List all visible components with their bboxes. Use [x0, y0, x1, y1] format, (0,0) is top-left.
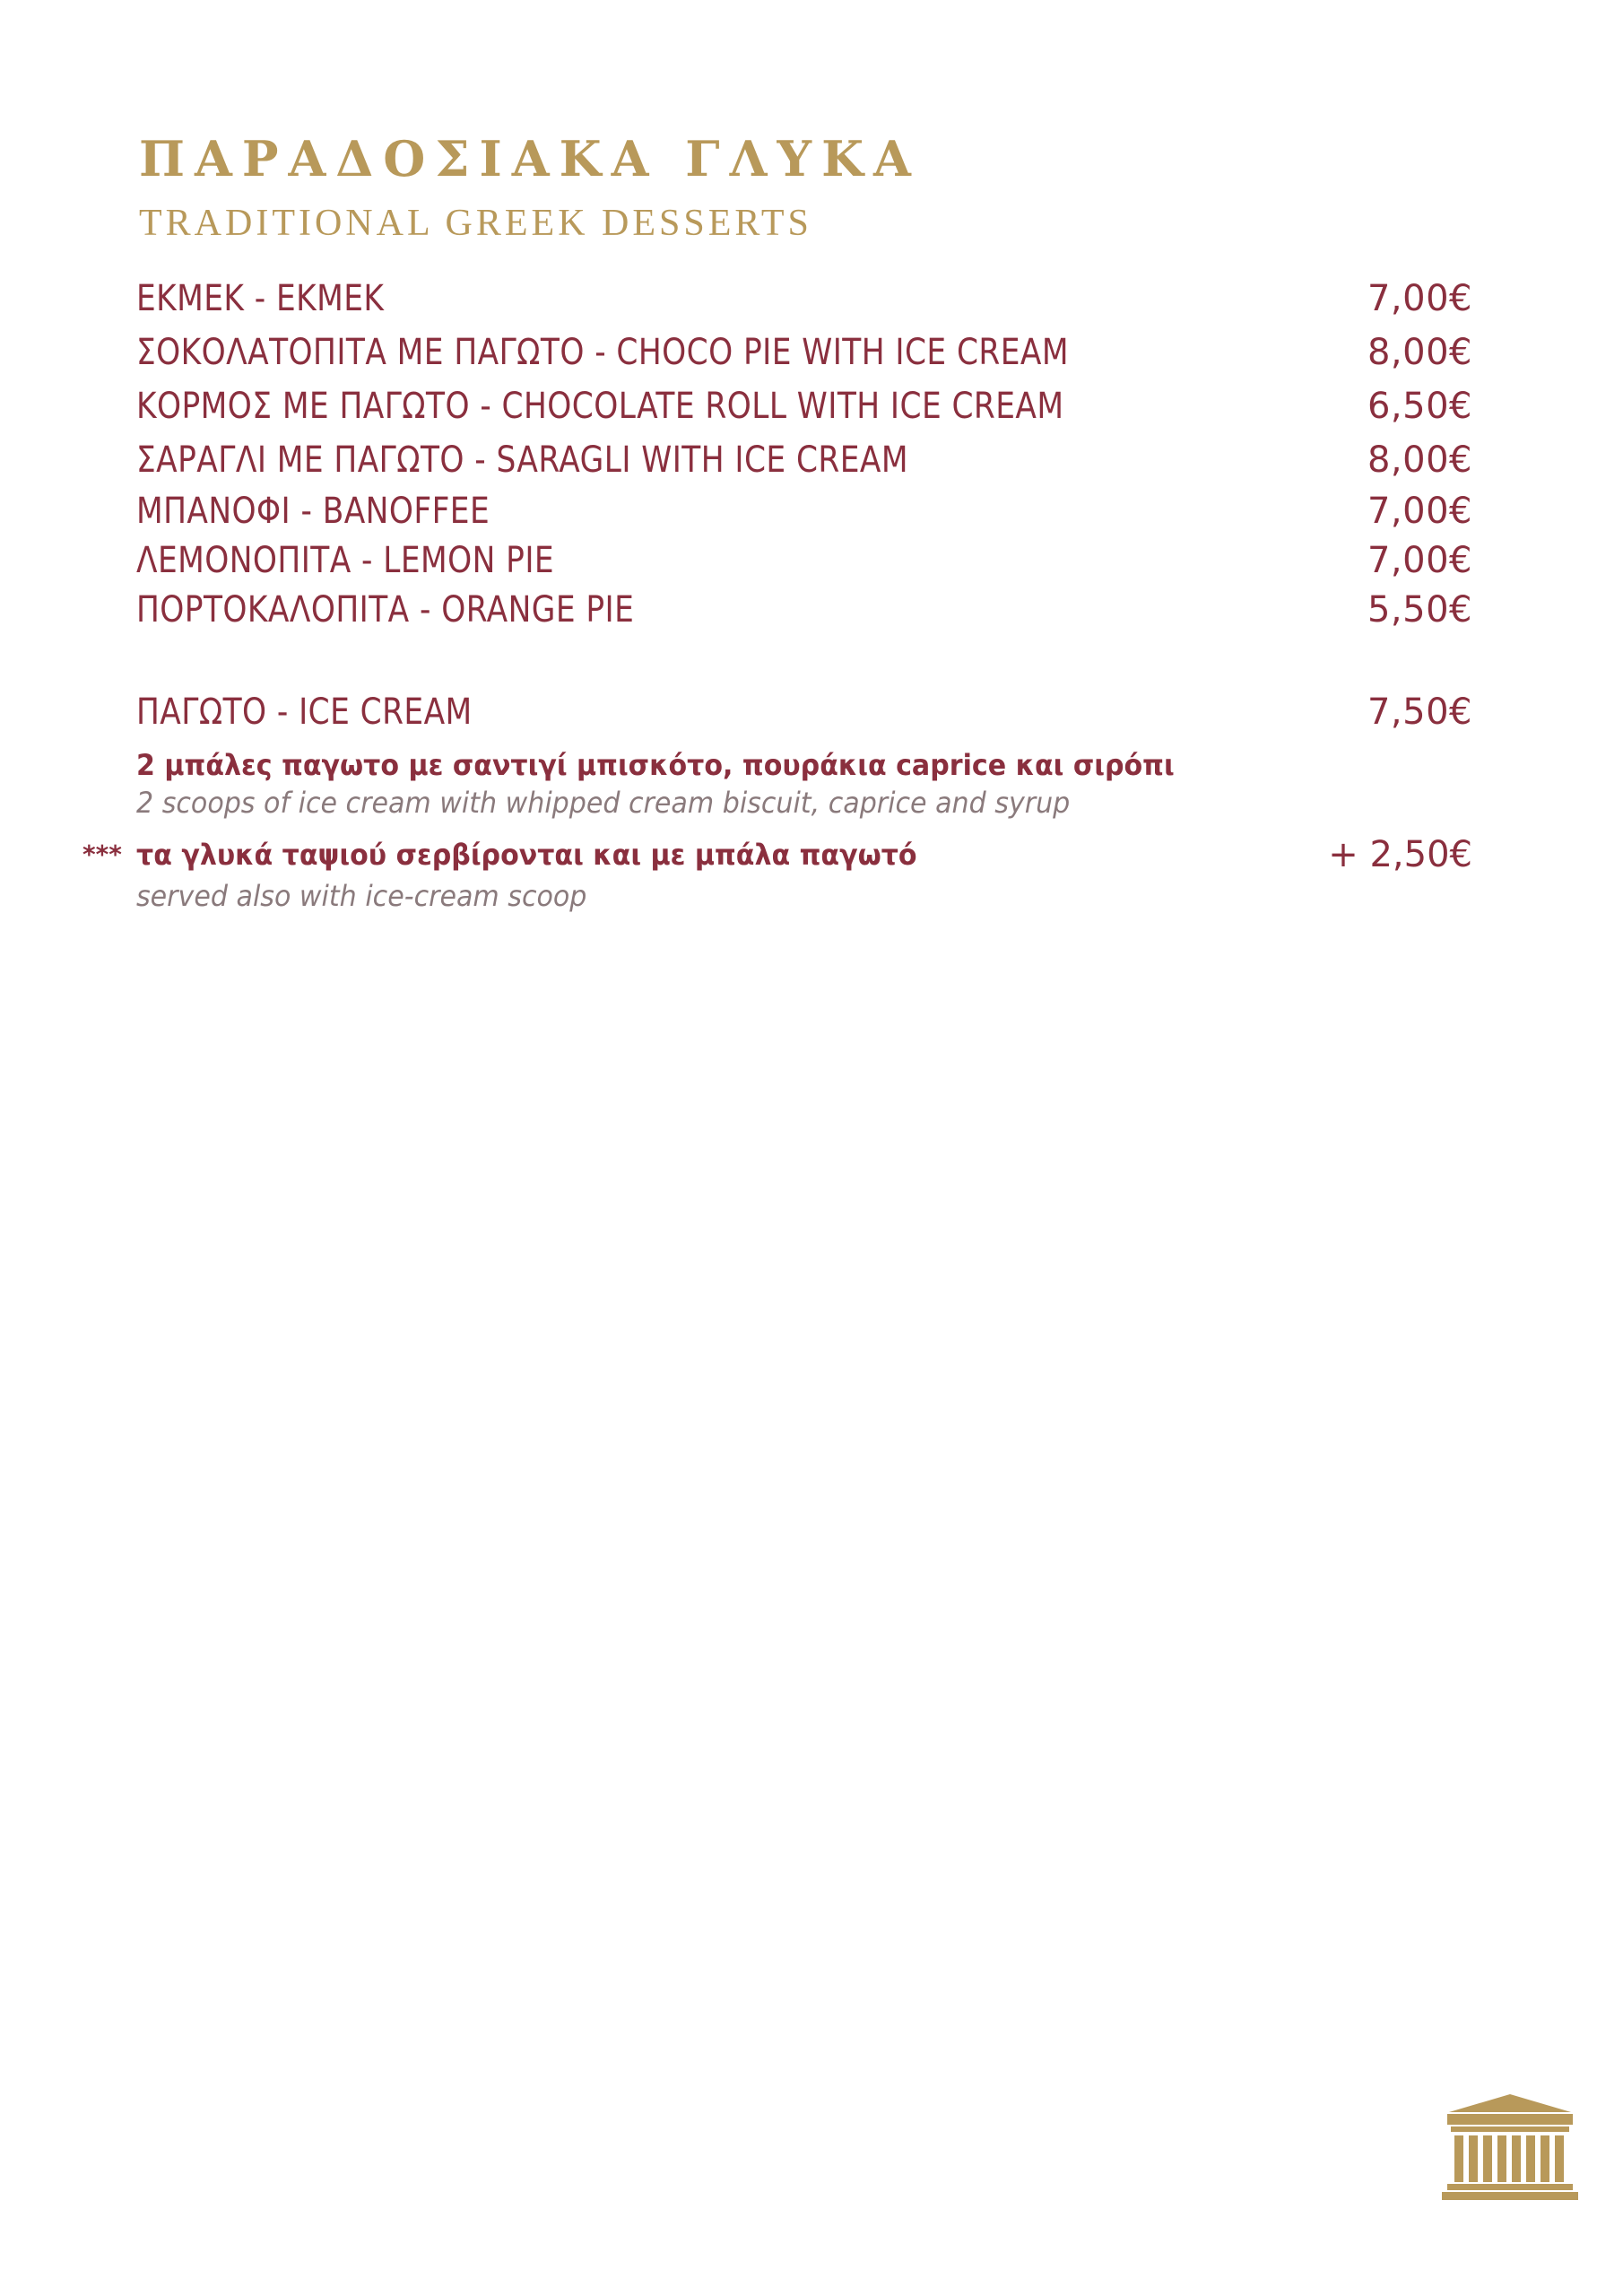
temple-icon — [1442, 2094, 1578, 2200]
menu-item-name: ΣΟΚΟΛΑΤΟΠΙΤΑ ΜΕ ΠΑΓΩΤΟ - CHOCO PIE WITH ICE CREAM — [136, 332, 1069, 373]
menu-item-name: ΜΠΑΝΟΦΙ - BANOFFEE — [136, 491, 490, 532]
ice-cream-description-english: 2 scoops of ice cream with whipped cream biscuit, caprice and syrup — [136, 786, 1071, 820]
menu-item-ice-cream — [136, 683, 1472, 741]
note-line — [82, 834, 1472, 875]
menu-item-name: ΛΕΜΟΝΟΠΙΤΑ - LEMON PIE — [136, 540, 555, 581]
menu-item-price: 7,50€ — [1367, 691, 1472, 733]
menu-item — [136, 487, 1472, 536]
note-price: + 2,50€ — [1328, 834, 1472, 875]
note-text-greek: τα γλυκά ταψιού σερβίρονται και με μπάλα παγωτό — [136, 838, 917, 872]
menu-item-name: ΚΟΡΜΟΣ ΜΕ ΠΑΓΩΤΟ - CHOCOLATE ROLL WITH ICE CREAM — [136, 386, 1064, 427]
menu-item-price: 6,50€ — [1367, 386, 1472, 427]
menu-item-price: 5,50€ — [1367, 589, 1472, 631]
menu-item-name: ΣΑΡΑΓΛΙ ΜΕ ΠΑΓΩΤΟ - SARAGLI WITH ICE CREAM — [136, 439, 908, 481]
page-title-english: TRADITIONAL GREEK DESSERTS — [139, 203, 812, 244]
menu-item — [136, 536, 1472, 586]
menu-item — [136, 379, 1472, 433]
note-text-english: served also with ice-cream scoop — [136, 879, 587, 913]
menu-item — [136, 586, 1472, 635]
menu-item-price: 7,00€ — [1367, 491, 1472, 532]
menu-item-name: ΠΟΡΤΟΚΑΛΟΠΙΤΑ - ORANGE PIE — [136, 589, 635, 631]
menu-item — [136, 326, 1472, 379]
ice-cream-addon-note — [82, 834, 1472, 913]
menu-item-name: ΕΚΜΕΚ - ΕΚΜΕΚ — [136, 278, 385, 319]
note-marker: *** — [82, 839, 122, 869]
ice-cream-section — [136, 683, 1472, 822]
menu-item-name: ΠΑΓΩΤΟ - ICE CREAM — [136, 691, 473, 733]
dessert-list — [136, 272, 1472, 635]
menu-item-price: 7,00€ — [1367, 540, 1472, 581]
page-title-greek: ΠΑΡΑΔΟΣΙΑΚΑ ΓΛΥΚΑ — [139, 130, 921, 187]
menu-item — [136, 272, 1472, 326]
ice-cream-description-greek: 2 μπάλες παγωτο με σαντιγί μπισκότο, πουράκια caprice και σιρόπι — [136, 748, 1175, 782]
menu-item — [136, 433, 1472, 487]
menu-item-price: 8,00€ — [1367, 439, 1472, 481]
menu-item-price: 7,00€ — [1367, 278, 1472, 319]
menu-item-price: 8,00€ — [1367, 332, 1472, 373]
